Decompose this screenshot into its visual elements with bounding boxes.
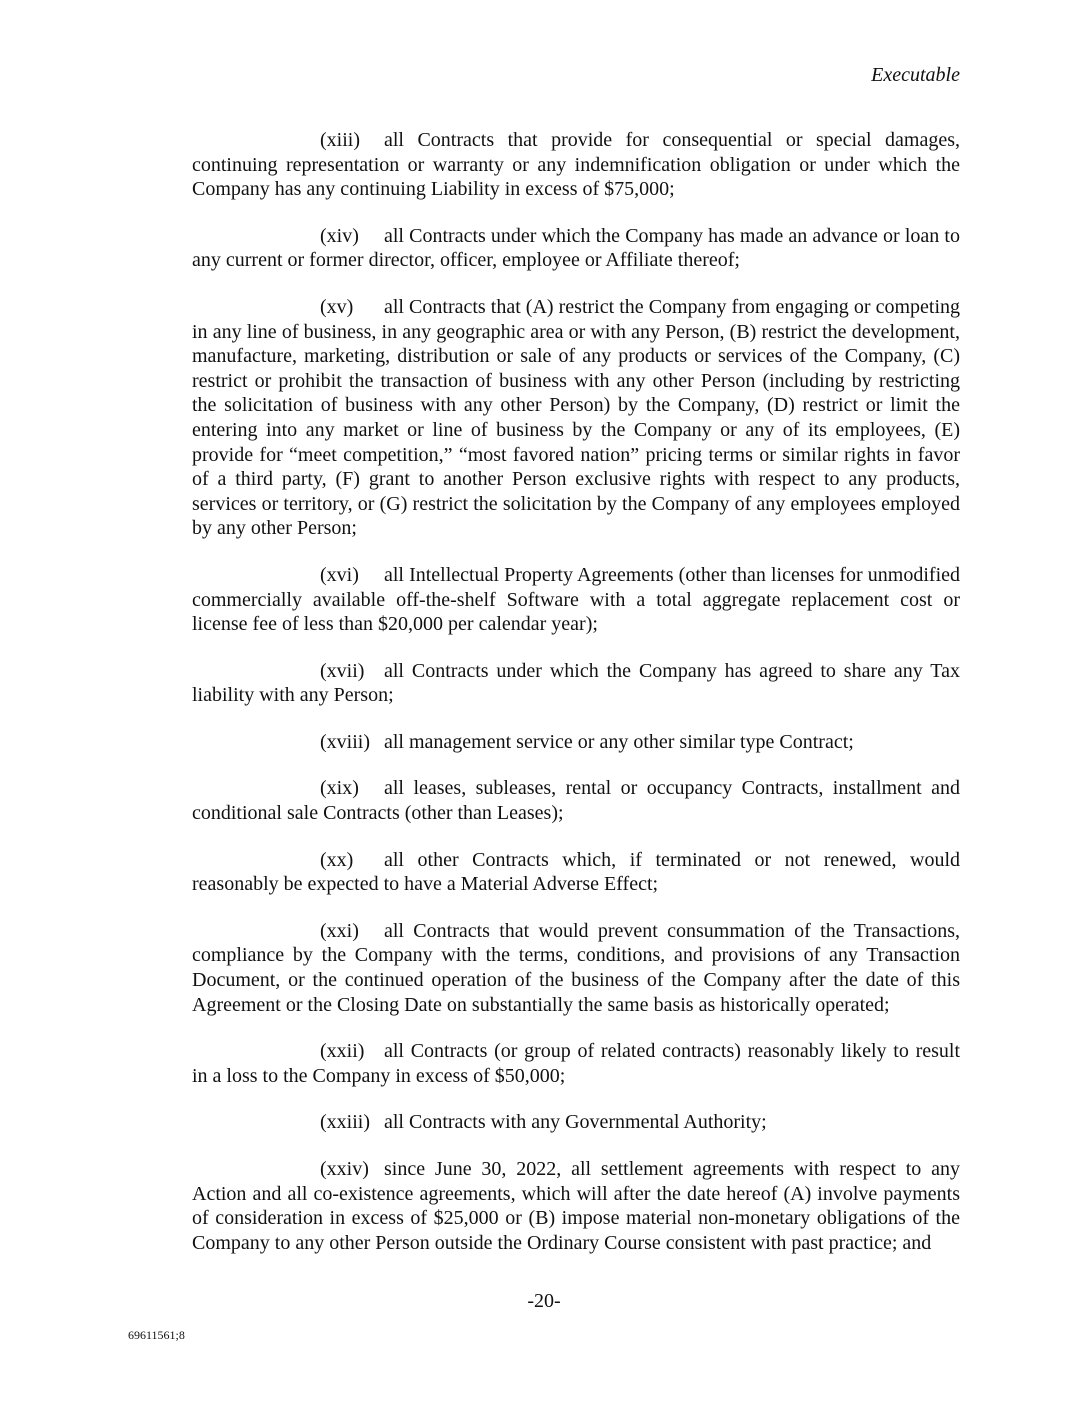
clause-xviii	[192, 730, 960, 755]
clause-xvi	[192, 563, 960, 637]
clause-xxii	[192, 1039, 960, 1088]
document-id: 69611561;8	[128, 1328, 185, 1342]
clause-text: all Contracts with any Governmental Authority;	[384, 1111, 767, 1134]
clause-xxi	[192, 919, 960, 1017]
clause-xix	[192, 776, 960, 825]
clause-number: (xviii)	[320, 730, 370, 753]
clause-number: (xx)	[320, 848, 354, 871]
clause-number: (xxi)	[320, 919, 359, 942]
clause-text: all management service or any other similar type Contract;	[384, 730, 854, 753]
clause-list	[192, 128, 960, 1277]
clause-xxiii	[192, 1110, 960, 1135]
clause-number: (xvi)	[320, 563, 359, 586]
page-number: -20-	[527, 1290, 561, 1312]
clause-number: (xxiii)	[320, 1111, 370, 1134]
clause-number: (xv)	[320, 295, 354, 318]
clause-text: all Contracts that would prevent consummation of the Transactions, compliance by the Company with the terms, conditions, and provisions of any Transaction Document, or the continued operation of the business of the Company after the date of this Agreement or the Closing Date on substantially the same basis as historically operated;	[192, 919, 960, 1016]
document-status-label: Executable	[871, 64, 960, 86]
clause-text: all leases, subleases, rental or occupancy Contracts, installment and conditional sale Contracts (other than Leases);	[192, 777, 960, 825]
clause-number: (xxiv)	[320, 1158, 369, 1180]
clause-text: all Contracts (or group of related contracts) reasonably likely to result in a loss to the Company in excess of $50,000;	[192, 1040, 960, 1087]
clause-xiv	[192, 224, 960, 273]
clause-number: (xvii)	[320, 659, 365, 682]
clause-text: all Contracts that provide for consequential or special damages, continuing representation or warranty or any indemnification obligation or under which the Company has any continuing Liability in excess of $75,000;	[192, 129, 960, 201]
clause-xxiv	[192, 1157, 960, 1255]
clause-text: all Contracts under which the Company has made an advance or loan to any current or former director, officer, employee or Affiliate thereof;	[192, 224, 960, 272]
clause-xvii	[192, 659, 960, 708]
clause-text: since June 30, 2022, all settlement agreements with respect to any Action and all co-existence agreements, which will after the date hereof (A) involve payments of consideration in excess of $25,000 or (B) impose material non-monetary obligations of the Company to any other Person outside the Ordinary Course consistent with past practice; and	[192, 1158, 960, 1254]
clause-text: all Contracts that (A) restrict the Company from engaging or competing in any line of business, in any geographic area or with any Person, (B) restrict the development, manufacture, marketing, distribution or sale of any products or services of the Company, (C) restrict or prohibit the transaction of business with any other Person (including by restricting the solicitation of business with any other Person) by the Company, (D) restrict or limit the entering into any market or line of business by the Company or any of its employees, (E) provide for “meet competition,” “most favored nation” pricing terms or similar rights in favor of a third party, (F) grant to another Person exclusive rights with respect to any products, services or territory, or (G) restrict the solicitation by the Company of any employees employed by any other Person;	[192, 295, 960, 540]
clause-xx	[192, 848, 960, 897]
clause-number: (xix)	[320, 777, 359, 800]
clause-text: all other Contracts which, if terminated or not renewed, would reasonably be expected to have a Material Adverse Effect;	[192, 848, 960, 896]
clause-number: (xxii)	[320, 1040, 365, 1063]
clause-number: (xiii)	[320, 129, 360, 151]
clause-xiii	[192, 128, 960, 202]
clause-xv	[192, 295, 960, 541]
clause-number: (xiv)	[320, 224, 359, 247]
clause-text: all Contracts under which the Company has agreed to share any Tax liability with any Person;	[192, 659, 960, 707]
clause-text: all Intellectual Property Agreements (other than licenses for unmodified commercially available off-the-shelf Software with a total aggregate replacement cost or license fee of less than $20,000 per calendar year);	[192, 563, 960, 636]
